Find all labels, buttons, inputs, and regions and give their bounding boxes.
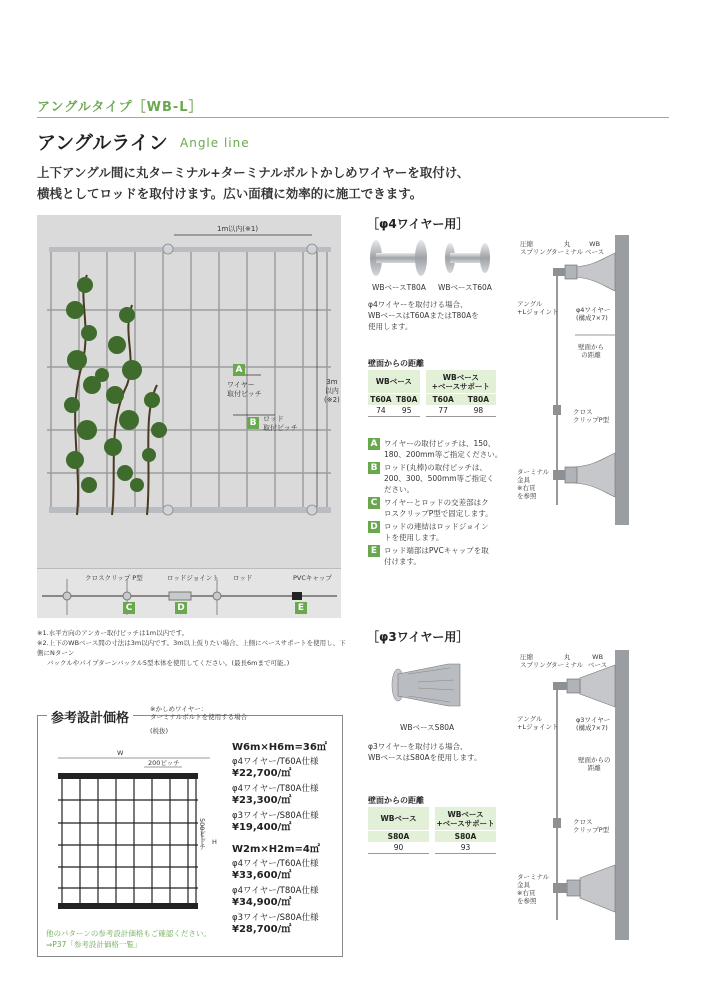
phi3-diag-terminal-fitting: ターミナル 金具 ※右頁 を参照 — [517, 873, 550, 905]
page-title: アングルライン — [37, 132, 168, 154]
spec-list — [368, 438, 508, 567]
price-tax: (税抜) — [150, 727, 169, 735]
price-note: ※かしめワイヤー： ターミナルボルトを使用する場合 — [150, 705, 248, 721]
phi3-distance-table: WBベース WBベース +ベースサポート S80A S80A 90 93 — [368, 807, 496, 854]
part-joint-label: ロッドジョイント — [167, 574, 219, 582]
spec-item-c: C ワイヤーとロッドの交差部はク ロスクリップP型で固定します。 — [368, 497, 508, 519]
spec-item-e: E ロッド端部はPVCキャップを取 付けます。 — [368, 545, 508, 567]
phi4-diag-wb: WB ベース — [585, 240, 605, 256]
price-title: 参考設計価格 — [47, 707, 133, 726]
prod-t60a-label: WBベースT60A — [438, 283, 492, 292]
part-clip-label: クロスクリップ P型 — [85, 574, 143, 582]
page-title-en: Angle line — [180, 136, 250, 150]
phi4-diag-angle: アングル +Lジョイント — [517, 300, 559, 316]
label-c: C — [123, 602, 135, 614]
price-item-3: φ3ワイヤー/S80A仕様 ¥19,400/㎡ — [232, 811, 319, 833]
part-rod-label: ロッド — [233, 574, 253, 582]
part-cap-label: PVCキャップ — [293, 574, 332, 582]
phi3-diag-terminal: 丸 ターミナル — [551, 653, 584, 669]
label-b: B — [247, 417, 259, 429]
label-a: A — [233, 364, 245, 376]
phi4-distance-table: WBベース WBベース +ベースサポート T60A T80A T60A T80A 74 95 77 98 — [368, 370, 496, 417]
phi3-diag-wire: φ3ワイヤー (構成7×7) — [576, 716, 611, 732]
price-dim-pitch: 200ピッチ — [148, 759, 180, 767]
dim-top-label: 1m以内(※1) — [217, 225, 259, 233]
dim-right-label: 3m 以内 (※2) — [324, 378, 340, 404]
wb-base-s80a-image — [388, 660, 468, 710]
phi4-diag-spring: 圧縮 スプリング — [520, 240, 553, 256]
phi3-distance-heading: 壁面からの距離 — [368, 796, 424, 805]
label-a-text: ワイヤー 取付ピッチ — [227, 381, 262, 398]
price-size-2: W2m×H2m=4㎡ — [232, 844, 320, 855]
spec-item-d: D ロッドの連結はロッドジョイン トを使用します。 — [368, 521, 508, 543]
phi4-diag-wire: φ4ワイヤー (構成7×7) — [576, 306, 611, 322]
phi3-diag-wb: WB ベース — [588, 653, 608, 669]
price-item-4: φ4ワイヤー/T60A仕様 ¥33,600/㎡ — [232, 859, 319, 881]
header-divider — [37, 117, 669, 118]
spec-item-a: A ワイヤーの取付ピッチは、150、 180、200mm等ご指定ください。 — [368, 438, 508, 460]
prod-t80a-label: WBベースT80A — [372, 283, 426, 292]
phi4-distance-heading: 壁面からの距離 — [368, 359, 424, 368]
price-dim-vertical: 500ピッチ — [198, 818, 206, 850]
spec-item-b: B ロッド(丸棒)の取付ピッチは、 200、300、500mm等ご指定く ださい。 — [368, 462, 508, 495]
price-item-5: φ4ワイヤー/T80A仕様 ¥34,900/㎡ — [232, 886, 319, 908]
price-item-1: φ4ワイヤー/T60A仕様 ¥22,700/㎡ — [232, 757, 319, 779]
phi3-diag-spring: 圧縮 スプリング — [520, 653, 553, 669]
phi4-diag-terminal: 丸 ターミナル — [551, 240, 584, 256]
category-label: アングルタイプ［WB-L］ — [37, 100, 203, 115]
prod-s80a-label: WBベースS80A — [400, 723, 455, 732]
phi3-diag-clip: クロス クリップP型 — [573, 818, 610, 834]
photo-notes: ※1.水平方向のアンカー取付ピッチは1m以内です。 ※2.上下のWBベース間の寸法は3m以内です。3m以上仮りたい場合、上側にベースサポートを使用し、下側にNターン バックルやパイプターンバックル5型本体を使用してください。(最長6mまで可能。) — [37, 629, 346, 667]
installation-photo — [37, 215, 341, 617]
price-list — [232, 738, 337, 936]
phi4-diag-terminal-fitting: ターミナル 金具 ※右頁 を参照 — [517, 468, 550, 500]
label-d: D — [175, 602, 187, 614]
wb-base-t80a-t60a-image — [368, 238, 498, 288]
parts-strip — [37, 568, 341, 618]
price-item-6: φ3ワイヤー/S80A仕様 ¥28,700/㎡ — [232, 913, 319, 935]
price-dim-w: W — [117, 749, 124, 757]
label-b-text: ロッド 取付ピッチ — [263, 415, 298, 432]
lead-text: 上下アングル間に丸ターミナル+ターミナルボルトかしめワイヤーを取付け、 横桟としてロッドを取付けます。広い面積に効率的に施工できます。 — [37, 165, 470, 201]
phi4-heading: ［φ4ワイヤー用］ — [367, 217, 469, 231]
label-e: E — [295, 602, 307, 614]
price-size-1: W6m×H6m=36㎡ — [232, 742, 327, 753]
price-grid-diagram — [50, 745, 220, 920]
price-item-2: φ4ワイヤー/T80A仕様 ¥23,300/㎡ — [232, 784, 319, 806]
phi3-description: φ3ワイヤーを取付ける場合、 WBベースはS80Aを使用します。 — [368, 742, 482, 762]
phi3-diag-distance: 壁面からの 距離 — [578, 756, 611, 772]
phi4-description: φ4ワイヤーを取付ける場合、 WBベースはT60AまたはT80Aを 使用します。 — [368, 300, 479, 331]
phi4-diag-distance: 壁面から の距離 — [578, 343, 604, 359]
phi3-diag-angle: アングル +Lジョイント — [517, 715, 559, 731]
phi4-diag-clip: クロス クリップP型 — [573, 408, 610, 424]
phi3-heading: ［φ3ワイヤー用］ — [367, 630, 469, 644]
price-dim-h: H — [212, 838, 217, 846]
price-other-link[interactable]: 他のパターンの参考設計価格もご確認ください。 ⇒P37「参考設計価格一覧」 — [46, 929, 211, 949]
